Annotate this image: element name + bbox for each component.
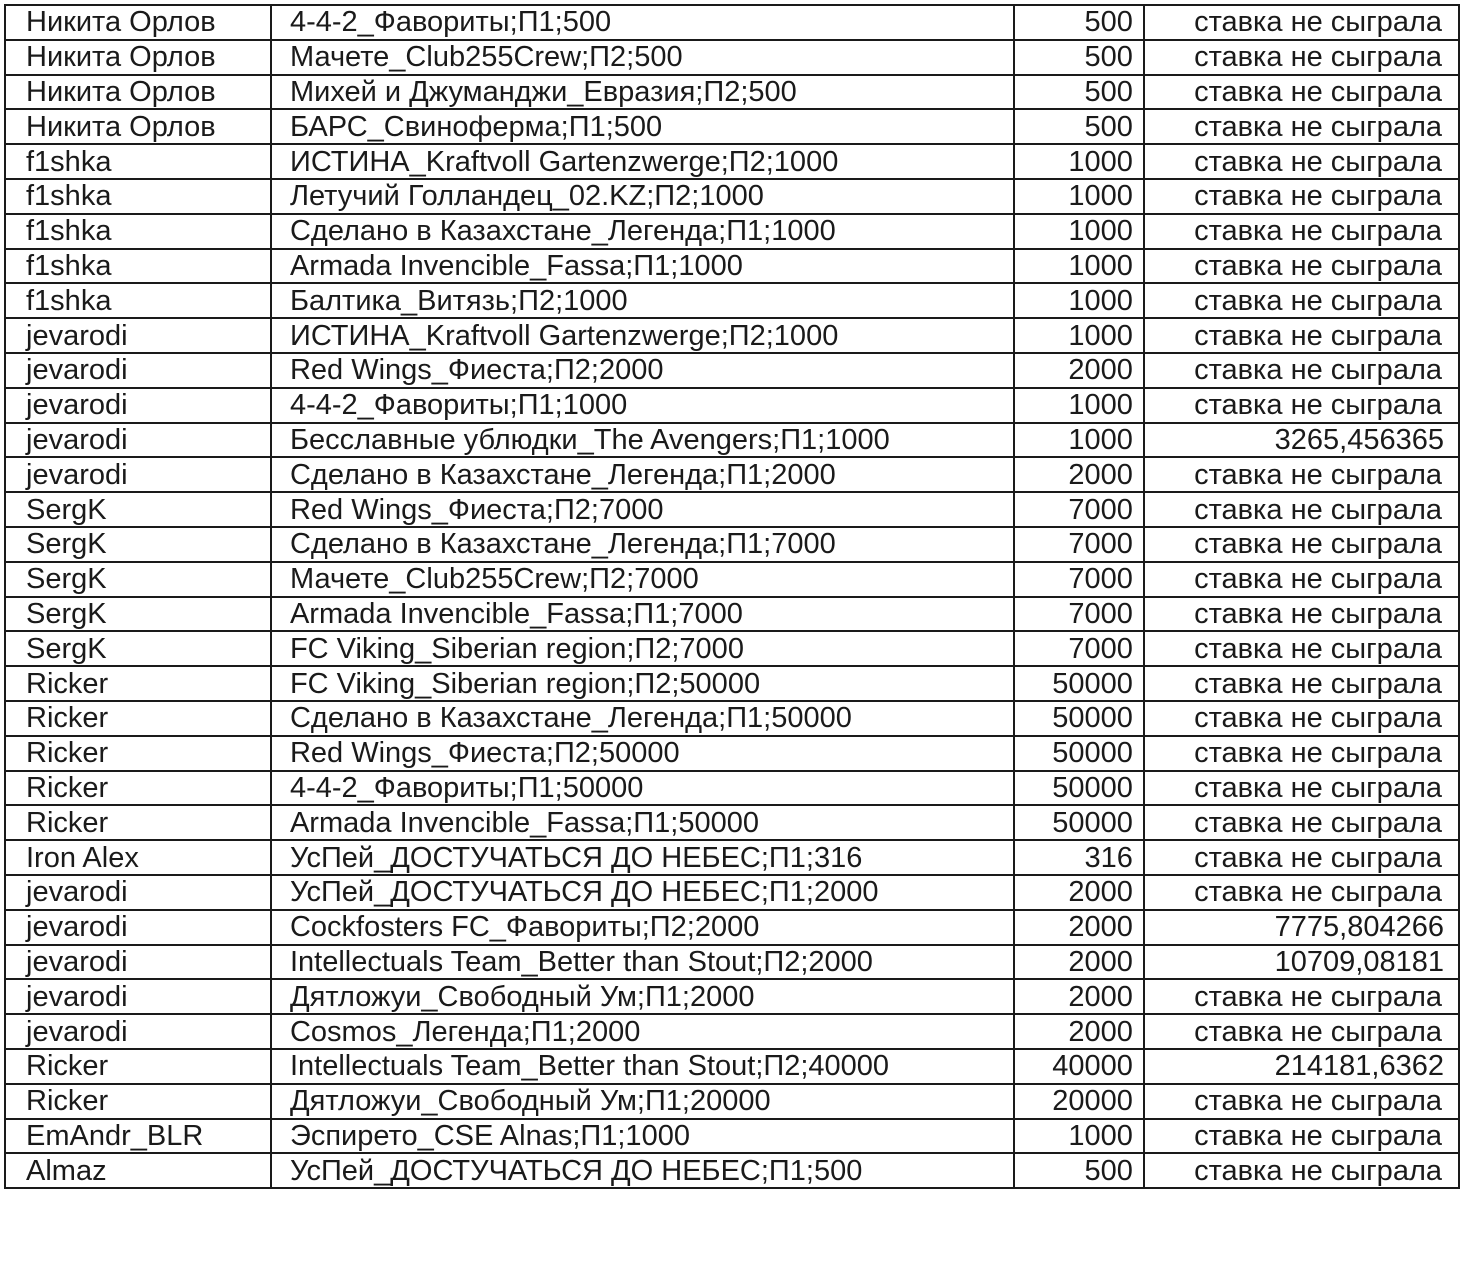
bet-cell: Red Wings_Фиеста;П2;2000 (271, 353, 1014, 388)
result-cell: ставка не сыграла (1144, 840, 1459, 875)
bet-cell: 4-4-2_Фавориты;П1;500 (271, 5, 1014, 40)
result-cell: ставка не сыграла (1144, 5, 1459, 40)
bet-cell: Armada Invencible_Fassa;П1;7000 (271, 597, 1014, 632)
stake-cell: 1000 (1014, 283, 1144, 318)
table-row (5, 75, 1459, 110)
result-cell: ставка не сыграла (1144, 318, 1459, 353)
stake-cell: 2000 (1014, 875, 1144, 910)
player-cell: SergK (5, 527, 271, 562)
result-cell: ставка не сыграла (1144, 562, 1459, 597)
player-cell: jevarodi (5, 979, 271, 1014)
bet-cell: Intellectuals Team_Better than Stout;П2;40000 (271, 1049, 1014, 1084)
player-cell: Ricker (5, 666, 271, 701)
table-row (5, 527, 1459, 562)
result-cell: ставка не сыграла (1144, 1119, 1459, 1154)
table-row (5, 144, 1459, 179)
table-row (5, 109, 1459, 144)
result-cell: 10709,08181 (1144, 945, 1459, 980)
bets-table (4, 4, 1460, 1189)
stake-cell: 1000 (1014, 1119, 1144, 1154)
bet-cell: УсПей_ДОСТУЧАТЬСЯ ДО НЕБЕС;П1;2000 (271, 875, 1014, 910)
player-cell: Ricker (5, 1049, 271, 1084)
bet-cell: Cosmos_Легенда;П1;2000 (271, 1014, 1014, 1049)
result-cell: ставка не сыграла (1144, 214, 1459, 249)
result-cell: ставка не сыграла (1144, 979, 1459, 1014)
bet-cell: Сделано в Казахстане_Легенда;П1;2000 (271, 457, 1014, 492)
table-row (5, 840, 1459, 875)
player-cell: Никита Орлов (5, 40, 271, 75)
bet-cell: 4-4-2_Фавориты;П1;50000 (271, 771, 1014, 806)
result-cell: ставка не сыграла (1144, 249, 1459, 284)
table-row (5, 492, 1459, 527)
result-cell: ставка не сыграла (1144, 1084, 1459, 1119)
bet-cell: Сделано в Казахстане_Легенда;П1;50000 (271, 701, 1014, 736)
table-row (5, 40, 1459, 75)
table-row (5, 1084, 1459, 1119)
table-row (5, 1014, 1459, 1049)
bet-cell: БАРС_Свиноферма;П1;500 (271, 109, 1014, 144)
bet-cell: FC Viking_Siberian region;П2;50000 (271, 666, 1014, 701)
result-cell: 7775,804266 (1144, 910, 1459, 945)
result-cell: ставка не сыграла (1144, 1153, 1459, 1188)
stake-cell: 500 (1014, 1153, 1144, 1188)
player-cell: SergK (5, 631, 271, 666)
table-row (5, 1119, 1459, 1154)
player-cell: jevarodi (5, 457, 271, 492)
result-cell: ставка не сыграла (1144, 353, 1459, 388)
stake-cell: 1000 (1014, 318, 1144, 353)
bet-cell: ИСТИНА_Kraftvoll Gartenzwerge;П2;1000 (271, 144, 1014, 179)
bet-cell: Сделано в Казахстане_Легенда;П1;7000 (271, 527, 1014, 562)
table-row (5, 910, 1459, 945)
result-cell: ставка не сыграла (1144, 701, 1459, 736)
bet-cell: Мачете_Club255Crew;П2;500 (271, 40, 1014, 75)
player-cell: jevarodi (5, 423, 271, 458)
player-cell: f1shka (5, 249, 271, 284)
bet-cell: Балтика_Витязь;П2;1000 (271, 283, 1014, 318)
player-cell: Никита Орлов (5, 75, 271, 110)
table-row (5, 1153, 1459, 1188)
stake-cell: 20000 (1014, 1084, 1144, 1119)
table-row (5, 597, 1459, 632)
table-row (5, 318, 1459, 353)
result-cell: ставка не сыграла (1144, 597, 1459, 632)
bet-cell: 4-4-2_Фавориты;П1;1000 (271, 388, 1014, 423)
player-cell: SergK (5, 492, 271, 527)
stake-cell: 1000 (1014, 423, 1144, 458)
table-row (5, 736, 1459, 771)
table-row (5, 283, 1459, 318)
bet-cell: УсПей_ДОСТУЧАТЬСЯ ДО НЕБЕС;П1;316 (271, 840, 1014, 875)
result-cell: ставка не сыграла (1144, 75, 1459, 110)
bet-cell: ИСТИНА_Kraftvoll Gartenzwerge;П2;1000 (271, 318, 1014, 353)
stake-cell: 2000 (1014, 1014, 1144, 1049)
bet-cell: FC Viking_Siberian region;П2;7000 (271, 631, 1014, 666)
result-cell: 214181,6362 (1144, 1049, 1459, 1084)
stake-cell: 7000 (1014, 631, 1144, 666)
table-row (5, 771, 1459, 806)
stake-cell: 50000 (1014, 736, 1144, 771)
stake-cell: 7000 (1014, 597, 1144, 632)
player-cell: jevarodi (5, 388, 271, 423)
result-cell: ставка не сыграла (1144, 1014, 1459, 1049)
bet-cell: УсПей_ДОСТУЧАТЬСЯ ДО НЕБЕС;П1;500 (271, 1153, 1014, 1188)
stake-cell: 2000 (1014, 910, 1144, 945)
player-cell: SergK (5, 597, 271, 632)
table-row (5, 179, 1459, 214)
result-cell: 3265,456365 (1144, 423, 1459, 458)
player-cell: Ricker (5, 736, 271, 771)
table-row (5, 979, 1459, 1014)
result-cell: ставка не сыграла (1144, 144, 1459, 179)
bet-cell: Сделано в Казахстане_Легенда;П1;1000 (271, 214, 1014, 249)
player-cell: jevarodi (5, 910, 271, 945)
bet-cell: Летучий Голландец_02.KZ;П2;1000 (271, 179, 1014, 214)
bet-cell: Cockfosters FC_Фавориты;П2;2000 (271, 910, 1014, 945)
bet-cell: Red Wings_Фиеста;П2;50000 (271, 736, 1014, 771)
bet-cell: Armada Invencible_Fassa;П1;1000 (271, 249, 1014, 284)
player-cell: EmAndr_BLR (5, 1119, 271, 1154)
stake-cell: 1000 (1014, 249, 1144, 284)
bet-cell: Мачете_Club255Crew;П2;7000 (271, 562, 1014, 597)
stake-cell: 500 (1014, 75, 1144, 110)
table-row (5, 423, 1459, 458)
stake-cell: 7000 (1014, 527, 1144, 562)
table-row (5, 1049, 1459, 1084)
result-cell: ставка не сыграла (1144, 492, 1459, 527)
player-cell: f1shka (5, 283, 271, 318)
player-cell: Almaz (5, 1153, 271, 1188)
result-cell: ставка не сыграла (1144, 736, 1459, 771)
result-cell: ставка не сыграла (1144, 771, 1459, 806)
table-row (5, 945, 1459, 980)
result-cell: ставка не сыграла (1144, 283, 1459, 318)
bet-cell: Бесславные ублюдки_The Avengers;П1;1000 (271, 423, 1014, 458)
table-row (5, 214, 1459, 249)
bet-cell: Дятложуи_Свободный Ум;П1;2000 (271, 979, 1014, 1014)
result-cell: ставка не сыграла (1144, 805, 1459, 840)
bets-table-body (5, 5, 1459, 1188)
table-row (5, 249, 1459, 284)
result-cell: ставка не сыграла (1144, 666, 1459, 701)
player-cell: Никита Орлов (5, 5, 271, 40)
bet-cell: Михей и Джуманджи_Евразия;П2;500 (271, 75, 1014, 110)
table-row (5, 631, 1459, 666)
table-row (5, 353, 1459, 388)
player-cell: jevarodi (5, 945, 271, 980)
stake-cell: 316 (1014, 840, 1144, 875)
table-row (5, 701, 1459, 736)
player-cell: jevarodi (5, 1014, 271, 1049)
table-row (5, 562, 1459, 597)
player-cell: f1shka (5, 144, 271, 179)
stake-cell: 2000 (1014, 457, 1144, 492)
stake-cell: 2000 (1014, 353, 1144, 388)
table-row (5, 388, 1459, 423)
stake-cell: 2000 (1014, 945, 1144, 980)
result-cell: ставка не сыграла (1144, 875, 1459, 910)
table-row (5, 875, 1459, 910)
player-cell: jevarodi (5, 875, 271, 910)
result-cell: ставка не сыграла (1144, 527, 1459, 562)
stake-cell: 50000 (1014, 771, 1144, 806)
stake-cell: 50000 (1014, 666, 1144, 701)
stake-cell: 1000 (1014, 214, 1144, 249)
player-cell: Iron Alex (5, 840, 271, 875)
result-cell: ставка не сыграла (1144, 109, 1459, 144)
stake-cell: 40000 (1014, 1049, 1144, 1084)
stake-cell: 1000 (1014, 179, 1144, 214)
player-cell: Ricker (5, 771, 271, 806)
player-cell: f1shka (5, 214, 271, 249)
player-cell: Ricker (5, 1084, 271, 1119)
bet-cell: Intellectuals Team_Better than Stout;П2;2000 (271, 945, 1014, 980)
bet-cell: Дятложуи_Свободный Ум;П1;20000 (271, 1084, 1014, 1119)
result-cell: ставка не сыграла (1144, 631, 1459, 666)
player-cell: jevarodi (5, 318, 271, 353)
result-cell: ставка не сыграла (1144, 388, 1459, 423)
result-cell: ставка не сыграла (1144, 40, 1459, 75)
stake-cell: 1000 (1014, 144, 1144, 179)
stake-cell: 7000 (1014, 492, 1144, 527)
stake-cell: 500 (1014, 109, 1144, 144)
stake-cell: 50000 (1014, 701, 1144, 736)
player-cell: SergK (5, 562, 271, 597)
stake-cell: 500 (1014, 5, 1144, 40)
table-row (5, 666, 1459, 701)
stake-cell: 1000 (1014, 388, 1144, 423)
stake-cell: 2000 (1014, 979, 1144, 1014)
result-cell: ставка не сыграла (1144, 457, 1459, 492)
player-cell: Ricker (5, 805, 271, 840)
player-cell: jevarodi (5, 353, 271, 388)
stake-cell: 500 (1014, 40, 1144, 75)
table-row (5, 805, 1459, 840)
stake-cell: 50000 (1014, 805, 1144, 840)
stake-cell: 7000 (1014, 562, 1144, 597)
player-cell: Ricker (5, 701, 271, 736)
result-cell: ставка не сыграла (1144, 179, 1459, 214)
player-cell: f1shka (5, 179, 271, 214)
player-cell: Никита Орлов (5, 109, 271, 144)
bet-cell: Red Wings_Фиеста;П2;7000 (271, 492, 1014, 527)
table-row (5, 457, 1459, 492)
bet-cell: Armada Invencible_Fassa;П1;50000 (271, 805, 1014, 840)
bet-cell: Эспирето_CSE Alnas;П1;1000 (271, 1119, 1014, 1154)
table-row (5, 5, 1459, 40)
